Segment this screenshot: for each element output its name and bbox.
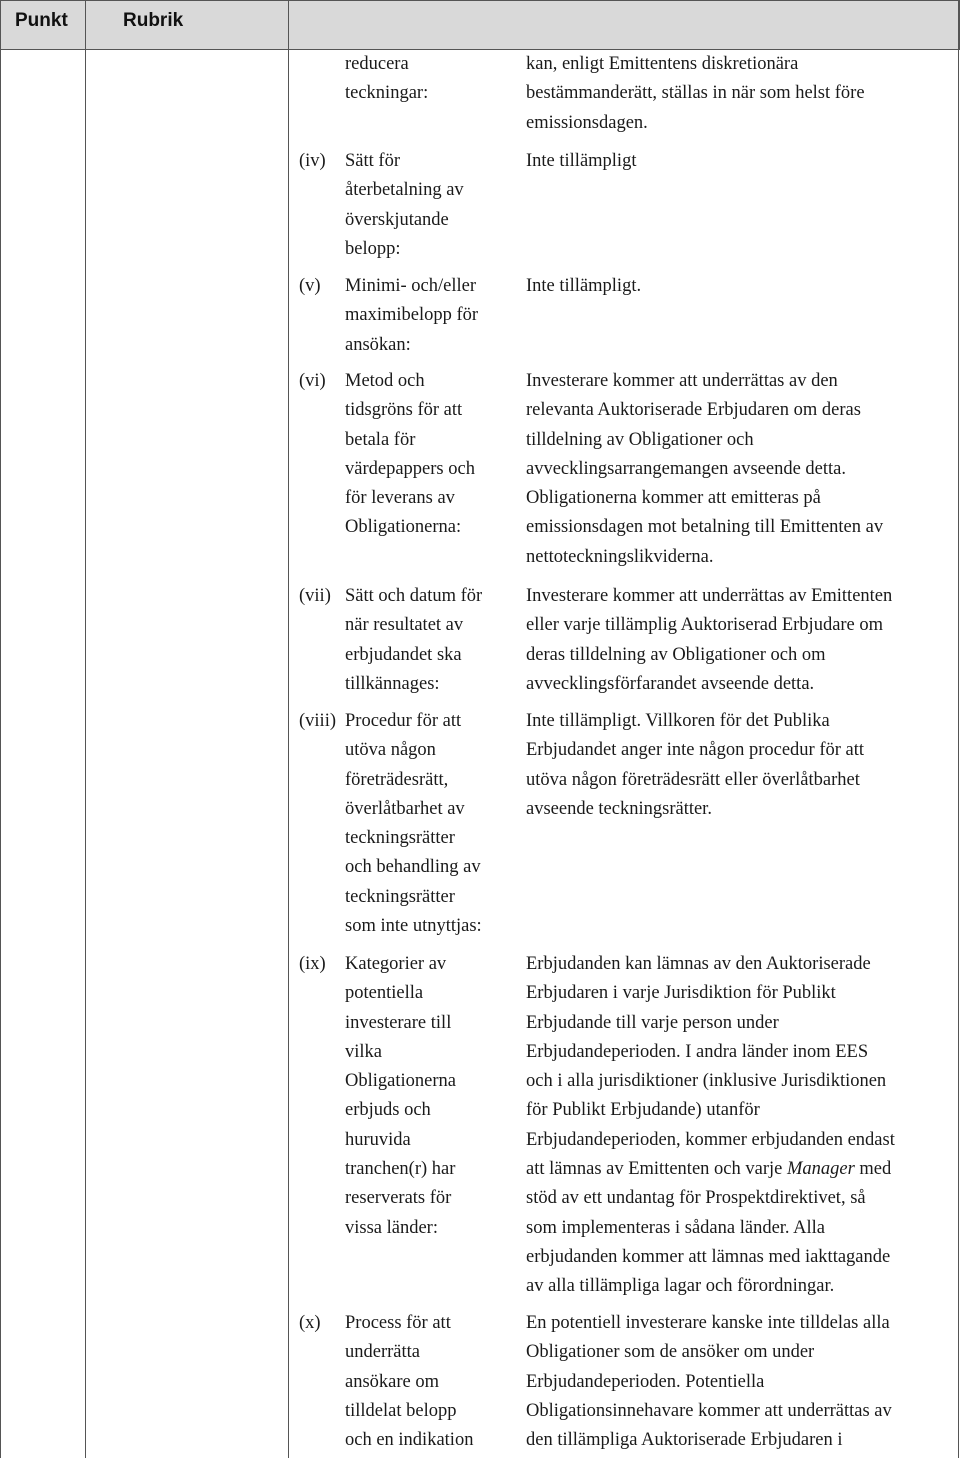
- description-line: kan, enligt Emittentens diskretionära: [526, 54, 799, 74]
- description-line: Erbjudanden kan lämnas av den Auktoriserade: [526, 954, 871, 974]
- label-line: tilldelat belopp: [345, 1400, 457, 1421]
- label-line: för leverans av: [345, 488, 455, 509]
- label-line: underrätta: [345, 1342, 420, 1363]
- label-line: Metod och: [345, 371, 425, 391]
- item-number: (x): [299, 1313, 321, 1333]
- description-line: bestämmanderätt, ställas in när som helst före: [526, 83, 865, 104]
- label-line: maximibelopp för: [345, 305, 479, 326]
- label-line: och behandling av: [345, 857, 481, 878]
- label-line: huruvida: [345, 1129, 411, 1150]
- item-label: [345, 950, 513, 1243]
- item-label: [345, 367, 513, 543]
- label-line: tillkännages:: [345, 673, 440, 694]
- description-line: Obligationerna kommer att emitteras på: [526, 488, 821, 509]
- label-line: tidsgröns för att: [345, 400, 463, 421]
- label-line: erbjuds och: [345, 1100, 431, 1121]
- label-line: teckningar:: [345, 83, 429, 104]
- description-line: deras tilldelning av Obligationer och om: [526, 644, 826, 665]
- description-line: tilldelning av Obligationer och: [526, 429, 754, 450]
- table-header: [0, 0, 960, 50]
- description-line: avvecklingsarrangemangen avseende detta.: [526, 458, 847, 479]
- description-line: emissionsdagen mot betalning till Emittenten av: [526, 517, 884, 538]
- item-description: [526, 367, 958, 572]
- emphasized-term: Manager: [786, 1159, 855, 1180]
- label-line: som inte utnyttjas:: [345, 916, 482, 937]
- column-divider-punkt: [85, 0, 86, 1458]
- item-description: [526, 1309, 958, 1455]
- description-line: emissionsdagen.: [526, 112, 648, 133]
- item-number: (ix): [299, 954, 326, 974]
- label-line: överskjutande: [345, 209, 449, 230]
- item-description: [526, 147, 958, 176]
- label-line: Sätt för: [345, 151, 400, 171]
- item-label: [345, 272, 513, 360]
- item-label: [345, 147, 513, 264]
- item-number: (vii): [299, 586, 331, 606]
- description-line: Erbjudaren i varje Jurisdiktion för Publikt: [526, 983, 836, 1004]
- description-line: Obligationsinnehavare kommer att underrättas av: [526, 1400, 892, 1421]
- description-line: Erbjudandet anger inte någon procedur för att: [526, 740, 865, 761]
- description-line: Inte tillämpligt: [526, 151, 637, 171]
- description-line: stöd av ett undantag för Prospektdirektivet, så: [526, 1188, 866, 1209]
- label-line: utöva någon: [345, 740, 436, 761]
- label-line: teckningsrätter: [345, 886, 455, 907]
- label-line: belopp:: [345, 238, 401, 259]
- label-line: reserverats för: [345, 1188, 452, 1209]
- description-line: Erbjudandeperioden. I andra länder inom EES: [526, 1041, 869, 1062]
- description-line: Erbjudandeperioden, kommer erbjudanden endast: [526, 1129, 895, 1150]
- item-label: [345, 50, 513, 109]
- description-line: En potentiell investerare kanske inte tilldelas alla: [526, 1313, 890, 1333]
- item-label: [345, 707, 513, 941]
- description-line: Inte tillämpligt. Villkoren för det Publika: [526, 711, 830, 731]
- label-line: Sätt och datum för: [345, 586, 483, 606]
- description-line: Investerare kommer att underrättas av Emittenten: [526, 586, 893, 606]
- description-line: nettoteckningslikviderna.: [526, 546, 714, 567]
- item-description: [526, 50, 958, 138]
- label-line: och en indikation: [345, 1430, 474, 1451]
- table-border-right: [958, 0, 959, 1458]
- item-number: (v): [299, 276, 321, 296]
- description-line: som implementeras i sådana länder. Alla: [526, 1217, 825, 1238]
- label-line: Procedur för att: [345, 711, 462, 731]
- header-rubrik: Rubrik: [123, 10, 184, 31]
- description-line: av alla tillämpliga lagar och förordningar.: [526, 1276, 835, 1297]
- label-line: potentiella: [345, 983, 424, 1004]
- label-line: värdepappers och: [345, 458, 475, 479]
- label-line: teckningsrätter: [345, 828, 455, 849]
- table-border-left: [0, 0, 1, 1458]
- item-number: (vi): [299, 371, 326, 391]
- label-line: Kategorier av: [345, 954, 447, 974]
- label-line: vilka: [345, 1041, 382, 1062]
- description-line: avseende teckningsrätter.: [526, 798, 712, 819]
- label-line: återbetalning av: [345, 180, 464, 201]
- description-line: Erbjudandeperioden. Potentiella: [526, 1371, 765, 1392]
- description-line: för Publikt Erbjudande) utanför: [526, 1100, 760, 1121]
- label-line: betala för: [345, 429, 416, 450]
- item-description: [526, 582, 958, 699]
- label-line: erbjudandet ska: [345, 644, 462, 665]
- description-line: Investerare kommer att underrättas av den: [526, 371, 838, 391]
- description-line: relevanta Auktoriserade Erbjudaren om deras: [526, 400, 861, 421]
- item-description: [526, 707, 958, 824]
- description-line: Obligationer som de ansöker om under: [526, 1342, 815, 1363]
- item-label: [345, 582, 513, 699]
- item-number: (iv): [299, 151, 326, 171]
- description-line: den tillämpliga Auktoriserade Erbjudaren i: [526, 1430, 843, 1451]
- label-line: ansökare om: [345, 1371, 440, 1392]
- label-line: Obligationerna: [345, 1071, 456, 1092]
- item-description: [526, 272, 958, 301]
- item-number: (viii): [299, 711, 336, 731]
- description-line: att lämnas av Emittenten och varje Manager med: [526, 1159, 892, 1180]
- label-line: Obligationerna:: [345, 517, 462, 538]
- label-line: reducera: [345, 54, 409, 74]
- label-line: ansökan:: [345, 334, 411, 355]
- header-punkt: Punkt: [15, 10, 68, 31]
- description-line: och i alla jurisdiktioner (inklusive Jurisdiktionen: [526, 1071, 887, 1092]
- label-line: Process för att: [345, 1313, 451, 1333]
- description-line: Erbjudande till varje person under: [526, 1012, 779, 1033]
- column-divider-rubrik: [288, 0, 289, 1458]
- label-line: vissa länder:: [345, 1217, 438, 1238]
- description-line: eller varje tillämplig Auktoriserad Erbjudare om: [526, 615, 884, 636]
- description-line: erbjudanden kommer att lämnas med iakttagande: [526, 1246, 891, 1267]
- label-line: överlåtbarhet av: [345, 798, 465, 819]
- label-line: Minimi- och/eller: [345, 276, 477, 296]
- label-line: tranchen(r) har: [345, 1159, 456, 1180]
- item-label: [345, 1309, 513, 1455]
- label-line: företrädesrätt,: [345, 769, 449, 790]
- description-line: utöva någon företrädesrätt eller överlåtbarhet: [526, 769, 860, 790]
- description-line: Inte tillämpligt.: [526, 276, 642, 296]
- label-line: när resultatet av: [345, 615, 464, 636]
- label-line: investerare till: [345, 1012, 452, 1033]
- description-line: avvecklingsförfarandet avseende detta.: [526, 673, 815, 694]
- item-description: [526, 950, 958, 1302]
